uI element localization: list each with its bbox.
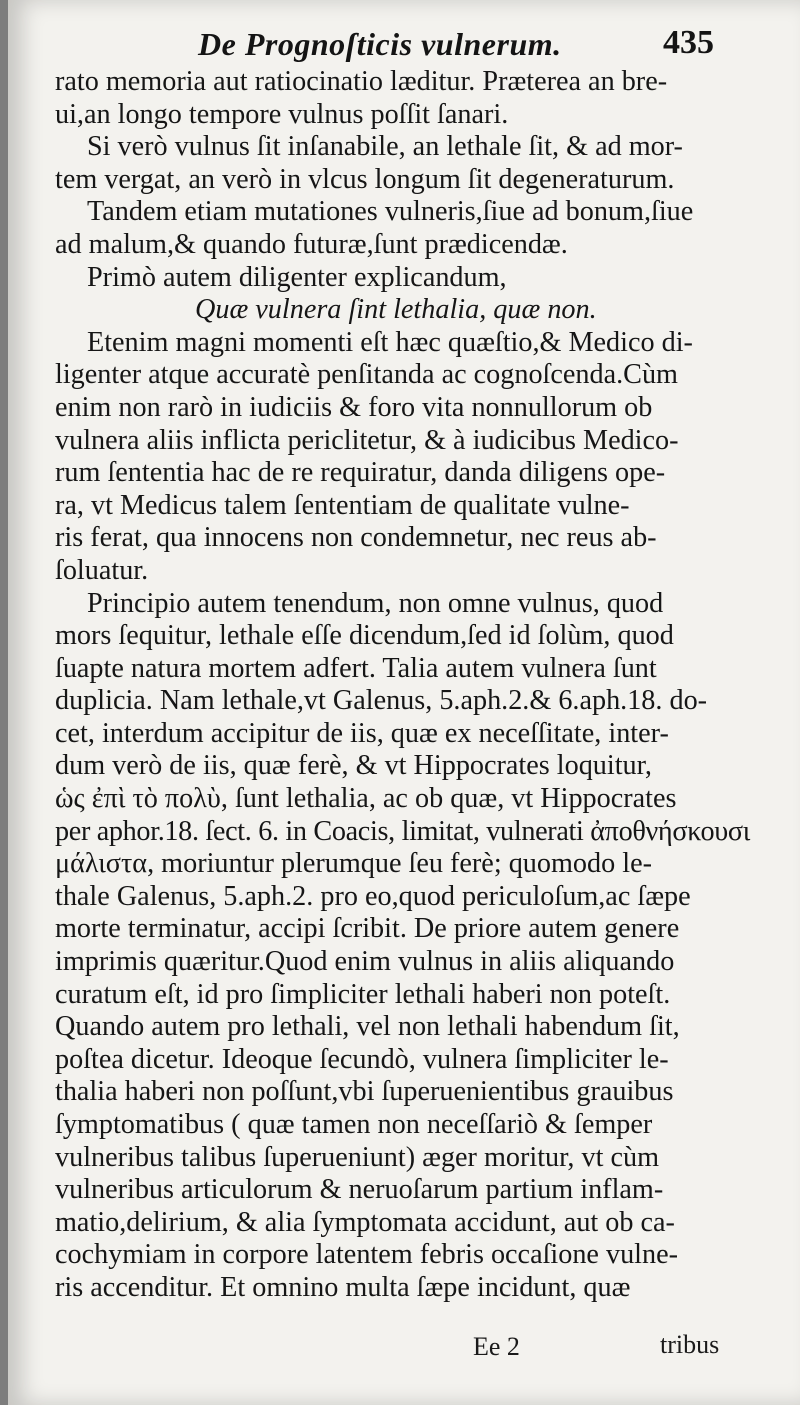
- body-text: [55, 66, 750, 1305]
- text-line: Si verò vulnus ſit inſanabile, an lethale ſit, & ad mor-: [87, 131, 683, 163]
- text-line: Quando autem pro lethali, vel non lethali habendum ſit,: [55, 1011, 680, 1043]
- text-line: matio,delirium, & alia ſymptomata accidunt, aut ob ca-: [55, 1206, 675, 1238]
- running-title: De Prognoſticis vulnerum.: [198, 26, 562, 62]
- text-line: ſuapte natura mortem adfert. Talia autem vulnera ſunt: [55, 652, 657, 684]
- text-line: tem vergat, an verò in vlcus longum ſit degeneraturum.: [55, 163, 675, 195]
- text-line: thalia haberi non poſſunt,vbi ſuperuenientibus grauibus: [55, 1076, 674, 1108]
- text-line: vulneribus articulorum & neruoſarum partium inflam-: [55, 1174, 664, 1206]
- text-line: morte terminatur, accipi ſcribit. De priore autem genere: [55, 913, 680, 945]
- text-line: ſoluatur.: [55, 554, 149, 586]
- text-line: thale Galenus, 5.aph.2. pro eo,quod periculoſum,ac ſæpe: [55, 880, 691, 912]
- text-line: imprimis quæritur.Quod enim vulnus in aliis aliquando: [55, 946, 675, 978]
- text-line: Etenim magni momenti eſt hæc quæſtio,& Medico di-: [87, 326, 693, 358]
- text-line: Principio autem tenendum, non omne vulnus, quod: [87, 587, 664, 619]
- catchword: tribus: [660, 1330, 720, 1359]
- text-line: Primò autem diligenter explicandum,: [87, 261, 507, 293]
- text-line: ris ferat, qua innocens non condemnetur, nec reus ab-: [55, 522, 657, 554]
- text-line: vulnera aliis inflicta periclitetur, & à iudicibus Medico-: [55, 424, 679, 456]
- text-line: ligenter atque accuratè penſitanda ac cognoſcenda.Cùm: [55, 359, 678, 391]
- text-line: ad malum,& quando futuræ,ſunt prædicendæ.: [55, 228, 568, 260]
- text-line: mors ſequitur, lethale eſſe dicendum,ſed id ſolùm, quod: [55, 620, 674, 652]
- text-line: rum ſententia hac de re requiratur, danda diligens ope-: [55, 457, 666, 489]
- text-line: poſtea dicetur. Ideoque ſecundò, vulnera ſimpliciter le-: [55, 1043, 669, 1075]
- text-line: μάλιστα, moriuntur plerumque ſeu ferè; quomodo le-: [55, 848, 652, 880]
- text-line: ra, vt Medicus talem ſententiam de qualitate vulne-: [55, 489, 630, 521]
- page-number: 435: [663, 24, 714, 61]
- text-line: per aphor.18. ſect. 6. in Coacis, limitat, vulnerati ἀποθνήσκουσι: [55, 815, 750, 847]
- page-footer: [8, 1330, 800, 1366]
- text-line: enim non rarò in iudiciis & foro vita nonnullorum ob: [55, 391, 653, 423]
- text-line: cochymiam in corpore latentem febris occaſione vulne-: [55, 1239, 679, 1271]
- text-line: cet, interdum accipitur de iis, quæ ex neceſſitate, inter-: [55, 717, 669, 749]
- text-line: curatum eſt, id pro ſimpliciter lethali haberi non poteſt.: [55, 978, 671, 1010]
- text-line: dum verò de iis, quæ ferè, & vt Hippocrates loquitur,: [55, 750, 652, 782]
- text-line: vulneribus talibus ſuperueniunt) æger moritur, vt cùm: [55, 1141, 660, 1173]
- section-heading: Quæ vulnera ſint lethalia, quæ non.: [195, 294, 597, 326]
- book-page: [8, 0, 800, 1405]
- text-line: Tandem etiam mutationes vulneris,ſiue ad bonum,ſiue: [87, 196, 694, 228]
- page-header: [8, 22, 800, 66]
- text-line: ui,an longo tempore vulnus poſſit ſanari.: [55, 98, 509, 130]
- signature-mark: Ee 2: [473, 1332, 520, 1361]
- text-line: rato memoria aut ratiocinatio læditur. Præterea an bre-: [55, 66, 668, 97]
- text-line: ris accenditur. Et omnino multa ſæpe incidunt, quæ: [55, 1271, 631, 1303]
- text-line: ſymptomatibus ( quæ tamen non neceſſariò & ſemper: [55, 1109, 653, 1140]
- text-line: ὡς ἐπὶ τὸ πολὺ, ſunt lethalia, ac ob quæ, vt Hippocrates: [55, 783, 677, 815]
- text-line: duplicia. Nam lethale,vt Galenus, 5.aph.2.& 6.aph.18. do-: [55, 685, 708, 717]
